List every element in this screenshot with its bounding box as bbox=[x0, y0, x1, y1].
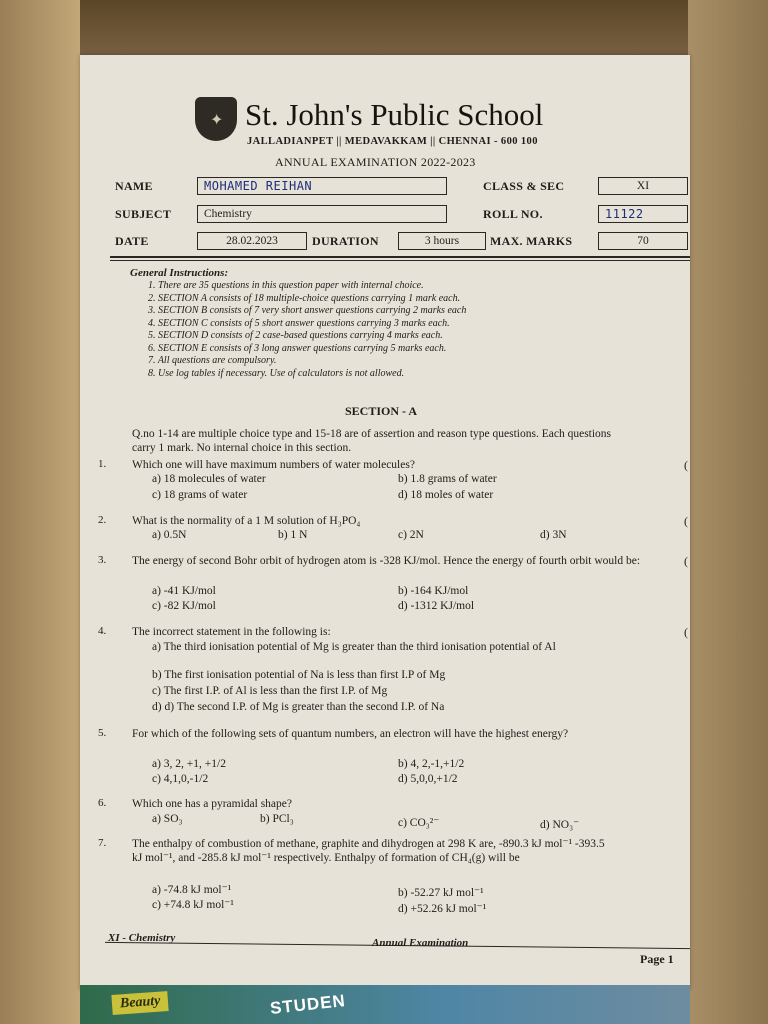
date-field bbox=[197, 232, 307, 250]
subject-value: Chemistry bbox=[204, 208, 252, 220]
option: b) 4, 2,-1,+1/2 bbox=[398, 758, 465, 770]
option: d) 5,0,0,+1/2 bbox=[398, 773, 458, 785]
option: a) SO₃ bbox=[152, 813, 183, 825]
option: d) -1312 KJ/mol bbox=[398, 600, 475, 612]
date-label: DATE bbox=[115, 234, 149, 248]
question-number: 5. bbox=[98, 727, 107, 739]
question-text: Which one has a pyramidal shape? bbox=[132, 798, 292, 810]
question-text: The energy of second Bohr orbit of hydrogen atom is -328 KJ/mol. Hence the energy of fourth orbit would be: bbox=[132, 555, 641, 567]
instruction-item: 4. SECTION C consists of 5 short answer questions carrying 3 marks each. bbox=[148, 317, 450, 329]
instruction-item: 2. SECTION A consists of 18 multiple-choice questions carrying 1 mark each. bbox=[148, 292, 461, 304]
question-text: Which one will have maximum numbers of water molecules? bbox=[132, 459, 415, 471]
divider-top-2 bbox=[110, 260, 690, 261]
option: c) +74.8 kJ mol⁻¹ bbox=[152, 899, 234, 911]
page-number: Page 1 bbox=[640, 952, 674, 966]
option: a) 3, 2, +1, +1/2 bbox=[152, 758, 226, 770]
question-text: The incorrect statement in the following is: bbox=[132, 626, 331, 638]
roll-field bbox=[598, 205, 688, 223]
question-number: 4. bbox=[98, 625, 107, 637]
exam-title: ANNUAL EXAMINATION 2022-2023 bbox=[275, 155, 476, 169]
section-intro: Q.no 1-14 are multiple choice type and 15-18 are of assertion and reason type questions. Each questions carry 1 mark. No internal choice in this section. bbox=[132, 428, 612, 454]
divider-top bbox=[110, 256, 690, 258]
duration-label: DURATION bbox=[312, 234, 379, 248]
duration-value: 3 hours bbox=[424, 235, 460, 247]
option: a) -41 KJ/mol bbox=[152, 585, 216, 597]
class-label: CLASS & SEC bbox=[483, 179, 565, 193]
option: b) 1 N bbox=[278, 529, 308, 541]
option: c) 18 grams of water bbox=[152, 489, 248, 501]
question-text: The enthalpy of combustion of methane, graphite and dihydrogen at 298 K are, -890.3 kJ mol⁻¹ -393.5 kJ mol⁻¹, and -285.8 kJ mol⁻¹ respectively. Enthalpy of formation of CH₄(g) will be bbox=[132, 838, 605, 864]
option: d) NO₃⁻ bbox=[540, 819, 580, 831]
footer-subject: XI - Chemistry bbox=[108, 932, 176, 944]
edge-mark: ( bbox=[684, 625, 688, 639]
question-number: 2. bbox=[98, 514, 107, 526]
roll-value: 11122 bbox=[605, 207, 644, 221]
option: a) 0.5N bbox=[152, 529, 187, 541]
instruction-item: 6. SECTION E consists of 3 long answer questions carrying 5 marks each. bbox=[148, 342, 447, 354]
crest-icon: ✦ bbox=[210, 112, 224, 129]
option: a) 18 molecules of water bbox=[152, 473, 266, 485]
name-label: NAME bbox=[115, 179, 153, 193]
section-heading: SECTION - A bbox=[345, 404, 418, 418]
instructions-list bbox=[148, 280, 466, 380]
date-value: 28.02.2023 bbox=[226, 235, 278, 247]
option: a) The third ionisation potential of Mg is greater than the third ionisation potential of Al bbox=[152, 641, 556, 653]
footer-exam: Annual Examination bbox=[372, 937, 469, 949]
school-address: JALLADIANPET || MEDAVAKKAM || CHENNAI - 600 100 bbox=[247, 136, 538, 147]
option: c) -82 KJ/mol bbox=[152, 600, 216, 612]
name-value: MOHAMED REIHAN bbox=[204, 179, 313, 193]
background-left bbox=[0, 0, 80, 1024]
instruction-item: 1. There are 35 questions in this question paper with internal choice. bbox=[148, 280, 424, 291]
subject-field bbox=[197, 205, 447, 223]
edge-mark: ( bbox=[684, 458, 688, 472]
question-text: For which of the following sets of quantum numbers, an electron will have the highest energy? bbox=[132, 728, 569, 740]
option: d) 3N bbox=[540, 529, 567, 541]
background-top bbox=[0, 0, 768, 60]
max-marks-value: 70 bbox=[637, 235, 649, 247]
roll-label: ROLL NO. bbox=[483, 207, 543, 221]
book-cover-strip bbox=[80, 985, 690, 1024]
option: c) The first I.P. of Al is less than the first I.P. of Mg bbox=[152, 685, 388, 697]
option: c) 2N bbox=[398, 529, 424, 541]
question-text: What is the normality of a 1 M solution of H₃PO₄ bbox=[132, 515, 361, 527]
option: c) CO₃²⁻ bbox=[398, 817, 440, 829]
max-marks-field bbox=[598, 232, 688, 250]
class-field bbox=[598, 177, 688, 195]
cover-brand: STUDEN bbox=[269, 991, 347, 1018]
instruction-item: 8. Use log tables if necessary. Use of calculators is not allowed. bbox=[148, 367, 405, 379]
option: b) PCl₃ bbox=[260, 813, 294, 825]
question-number: 6. bbox=[98, 797, 107, 809]
exam-paper bbox=[80, 55, 690, 990]
instruction-item: 3. SECTION B consists of 7 very short answer questions carrying 2 marks each bbox=[148, 305, 467, 316]
instructions-title: General Instructions: bbox=[130, 267, 229, 279]
subject-label: SUBJECT bbox=[115, 207, 172, 221]
option: d) d) The second I.P. of Mg is greater than the second I.P. of Na bbox=[152, 701, 445, 713]
edge-mark: ( bbox=[684, 554, 688, 568]
instruction-item: 7. All questions are compulsory. bbox=[148, 355, 277, 366]
option: b) 1.8 grams of water bbox=[398, 473, 497, 485]
question-number: 1. bbox=[98, 458, 107, 470]
question-number: 7. bbox=[98, 837, 107, 849]
option: b) -164 KJ/mol bbox=[398, 585, 469, 597]
option: b) The first ionisation potential of Na is less than first I.P of Mg bbox=[152, 669, 446, 681]
option: d) 18 moles of water bbox=[398, 489, 494, 501]
edge-mark: ( bbox=[684, 514, 688, 528]
option: d) +52.26 kJ mol⁻¹ bbox=[398, 903, 487, 915]
cover-tag: Beauty bbox=[111, 991, 169, 1015]
duration-field bbox=[398, 232, 486, 250]
name-field bbox=[197, 177, 447, 195]
class-value: XI bbox=[636, 180, 650, 192]
option: b) -52.27 kJ mol⁻¹ bbox=[398, 887, 484, 899]
background-right bbox=[688, 0, 768, 1024]
question-number: 3. bbox=[98, 554, 107, 566]
instruction-item: 5. SECTION D consists of 2 case-based questions carrying 4 marks each. bbox=[148, 330, 443, 341]
max-marks-label: MAX. MARKS bbox=[490, 234, 573, 248]
school-name: St. John's Public School bbox=[245, 97, 544, 132]
option: a) -74.8 kJ mol⁻¹ bbox=[152, 884, 232, 896]
option: c) 4,1,0,-1/2 bbox=[152, 773, 209, 785]
